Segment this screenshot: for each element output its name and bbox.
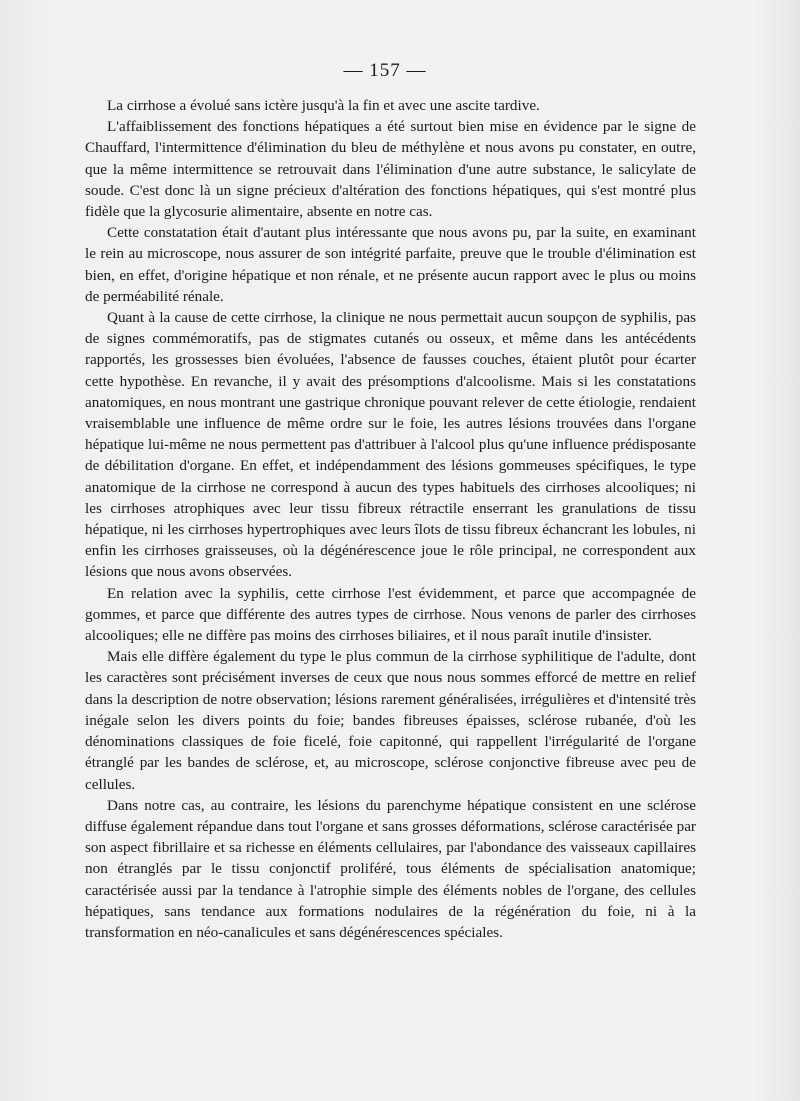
paragraph: La cirrhose a évolué sans ictère jusqu'à la fin et avec une ascite tardive. xyxy=(107,97,540,114)
paragraph: Quant à la cause de cette cirrhose, la clinique ne nous permettait aucun soupçon de syphilis, pas de signes commémoratifs, pas de stigmates cutanés ou osseux, et même dans les antécédents rapportés, les grossesses bien évoluées, l'absence de fausses couches, étaient plutôt pour écarter cette hypothèse. En revanche, il y avait des présomptions d'alcoolisme. Mais si les constatations anatomiques, en nous montrant une gastrique chronique pouvant relever de cette étiologie, rendaient vraisemblable une influence de même ordre sur le foie, les autres lésions trouvées dans l'organe hépatique lui-même ne nous permettent pas d'attribuer à l'alcool plus qu'une influence prédisposante de débilitation d'organe. En effet, et indépendamment des lésions gommeuses spécifiques, le type anatomique de la cirrhose ne correspond à aucun des types habituels des cirrhoses alcooliques; ni les cirrhoses atrophiques avec leur tissu fibreux rétractile enserrant les granulations de tissu hépatique, ni les cirrhoses hypertrophiques avec leurs îlots de tissu fibreux échancrant les lobules, ni enfin les cirrhoses graisseuses, où la dégénérescence joue le rôle principal, ne correspondent aux lésions que nous avons observées. xyxy=(85,309,696,581)
paragraph: En relation avec la syphilis, cette cirrhose l'est évidemment, et parce que accompagnée de gommes, et parce que différente des autres types de cirrhose. Nous venons de parler des cirrhoses alcooliques; elle ne diffère pas moins des cirrhoses biliaires, et il nous paraît inutile d'insister. xyxy=(85,584,696,645)
page-number: — 157 — xyxy=(343,60,427,81)
paragraph: Mais elle diffère également du type le plus commun de la cirrhose syphilitique de l'adulte, dont les caractères sont précisément inverses de ceux que nous nous sommes efforcé de mettre en relief dans la description de notre observation; lésions rarement généralisées, irrégulières et d'intensité très inégale selon les divers points du foie; bandes fibreuses épaisses, sclérose rubanée, d'où les dénominations classiques de foie ficelé, foie capitonné, qui rappellent l'irrégularité de l'organe étranglé par les bandes de sclérose, et, au microscope, sclérose conjonctive fibreuse avec peu de cellules. xyxy=(85,648,696,793)
paragraph: Dans notre cas, au contraire, les lésions du parenchyme hépatique consistent en une sclérose diffuse également répandue dans tout l'organe et sans grosses déformations, sclérose caractérisée par son aspect fibrillaire et sa richesse en éléments cellulaires, par l'abondance des vaisseaux capillaires non étranglés par le tissu conjonctif proliféré, tous éléments de spécialisation anatomique; caractérisée aussi par la tendance à l'atrophie simple des éléments nobles de l'organe, des cellules hépatiques, sans tendance aux formations nodulaires de la régénération du foie, ni à la transformation en néo-canalicules et sans dégénérescences spéciales. xyxy=(85,796,696,941)
body-text xyxy=(85,95,696,943)
paragraph: Cette constatation était d'autant plus intéressante que nous avons pu, par la suite, en examinant le rein au microscope, nous assurer de son intégrité parfaite, preuve que le trouble d'élimination est bien, en effet, d'origine hépatique et non rénale, et ne présente aucun rapport avec le plus ou moins de perméabilité rénale. xyxy=(85,224,696,305)
paragraph: L'affaiblissement des fonctions hépatiques a été surtout bien mise en évidence par le signe de Chauffard, l'intermittence d'élimination du bleu de méthylène et nous avons pu constater, en outre, que la même intermittence se retrouvait dans l'élimination d'une autre substance, le salicylate de soude. C'est donc là un signe précieux d'altération des fonctions hépatiques, qui s'est montré plus fidèle que la glycosurie alimentaire, absente en notre cas. xyxy=(85,118,696,221)
